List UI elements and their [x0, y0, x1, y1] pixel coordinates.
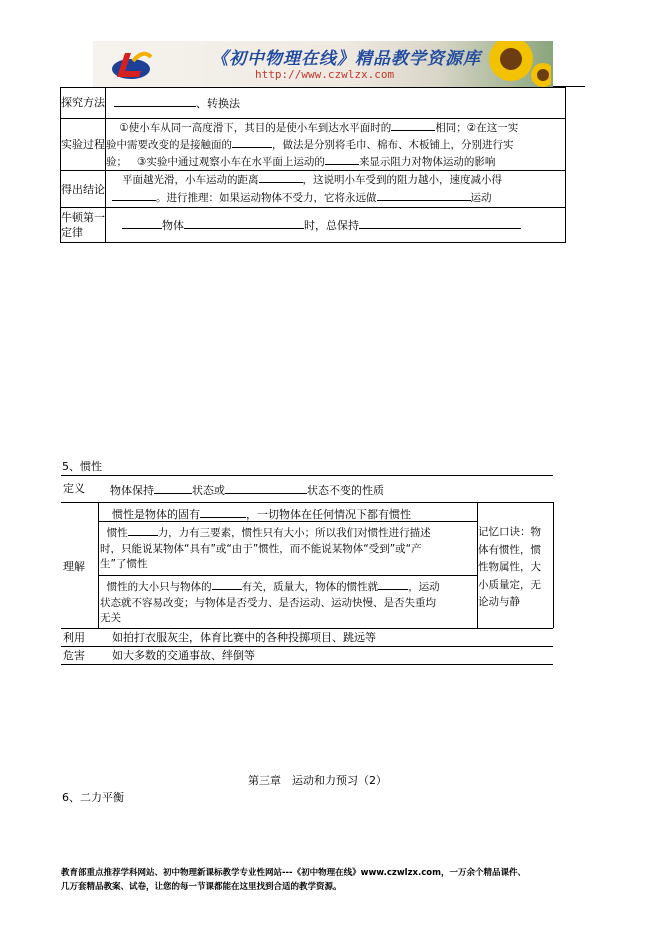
method-cell: 、转换法 — [106, 88, 566, 119]
blank[interactable] — [225, 482, 307, 494]
blank[interactable] — [200, 506, 246, 518]
row-label-method: 探究方法 — [61, 88, 106, 119]
blank[interactable] — [232, 136, 272, 148]
rule — [61, 664, 553, 665]
harm-label: 危害 — [63, 649, 85, 662]
understanding-line3: 惯性的大小只与物体的 有关，质量大，物体的惯性就 ，运动 状态就不容易改变；与物体是否受力、是否运动、运动快慢、是否失重均 无关 — [100, 578, 440, 627]
blank[interactable] — [378, 578, 408, 590]
section5-heading: 5、惯性 — [62, 460, 102, 473]
blank[interactable] — [212, 578, 242, 590]
row-label-newton: 牛顿第一定律 — [61, 208, 106, 243]
blank[interactable] — [391, 119, 435, 131]
blank[interactable] — [184, 217, 230, 229]
rule — [553, 502, 554, 628]
use-text: 如拍打衣服灰尘，体育比赛中的各种投掷项目、跳远等 — [112, 631, 376, 644]
footer-note: 教育部重点推荐学科网站、初中物理新课标教学专业性网站---《初中物理在线》www.czwlzx.com，一万余个精品课件、 几万套精品教案、试卷，让您的每一节课都能在这里找到合适的教学资源。 — [61, 868, 526, 892]
use-label: 利用 — [63, 631, 85, 644]
rule — [61, 646, 553, 647]
row-label-process: 实验过程 — [61, 119, 106, 171]
blank[interactable] — [122, 217, 162, 229]
conclusion-cell: 平面越光滑，小车运动的距离 ，这说明小车受到的阻力越小，速度减小得 。进行推理：如果运动物体不受力，它将永远做 运动 — [106, 171, 566, 208]
newton-cell: 物体 时，总保持 — [106, 208, 566, 243]
understanding-line1: 惯性是物体的固有 ，一切物体在任何情况下都有惯性 — [112, 508, 411, 521]
section6-heading: 6、二力平衡 — [62, 791, 124, 804]
banner-url[interactable]: http://www.czwlzx.com — [255, 68, 395, 81]
rule — [98, 502, 99, 628]
row-label-conclusion: 得出结论 — [61, 171, 106, 208]
rule — [61, 475, 553, 476]
blank[interactable] — [114, 95, 196, 107]
blank[interactable] — [359, 217, 521, 229]
definition-label: 定义 — [63, 482, 85, 495]
blank[interactable] — [154, 482, 192, 494]
rule — [61, 628, 553, 629]
blank[interactable] — [112, 189, 156, 201]
harm-text: 如大多数的交通事故、绊倒等 — [112, 649, 255, 662]
experiment-table — [60, 87, 566, 243]
site-logo-icon — [111, 47, 153, 83]
definition-text: 物体保持 状态或 状态不变的性质 — [110, 484, 384, 497]
sunflower-icon — [481, 41, 551, 87]
banner-title: 《初中物理在线》精品教学资源库 — [211, 49, 481, 69]
understanding-line2: 惯性 力，力有三要素，惯性只有大小；所以我们对惯性进行描述 时，只能说某物体“具有”或“由于”惯性，而不能说某物体“受到”或“产 生”了惯性 — [100, 524, 431, 573]
memory-tip: 记忆口诀：物 体有惯性，惯 性物属性，大 小质量定，无 论动与静 — [478, 526, 541, 608]
site-banner — [93, 41, 553, 87]
rule — [98, 575, 477, 576]
chapter-title: 第三章 运动和力预习（2） — [248, 774, 387, 787]
blank[interactable] — [325, 153, 359, 165]
process-cell: ①使小车从同一高度滑下，其目的是使小车到达水平面时的 相同；②在这一实 验中需要改变的是接触面的 ，做法是分别将毛巾、棉布、木板铺上，分别进行实 验； ③实验中通过观察小车在水平面上运动的 来显示阻力对物体运动的影响 — [106, 119, 566, 171]
blank[interactable] — [230, 217, 304, 229]
blank[interactable] — [128, 524, 158, 536]
understanding-label: 理解 — [63, 560, 85, 573]
blank[interactable] — [377, 189, 471, 201]
rule — [61, 502, 553, 503]
blank[interactable] — [259, 171, 303, 183]
